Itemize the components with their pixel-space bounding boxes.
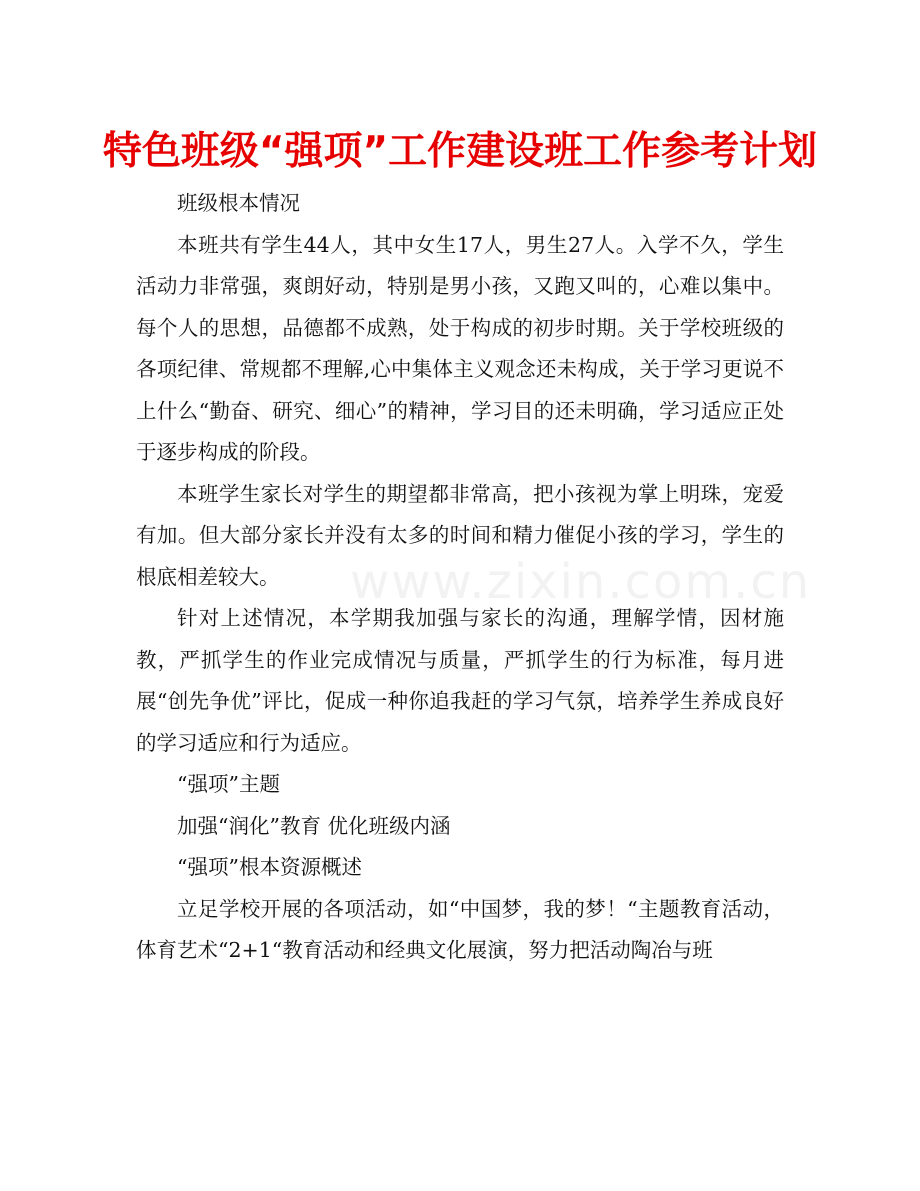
paragraph-class-overview: 本班共有学生44人，其中女生17人，男生27人。入学不久，学生活动力非常强，爽朗好动，特别是男小孩，又跑又叫的，心难以集中。每个人的思想，品德都不成熟，处于构成的初步时期。关于学校班级的各项纪律、常规都不理解,心中集体主义观念还未构成，关于学习更说不上什么“勤奋、研究、细心”的精神，学习目的还未明确，学习适应正处于逐步构成的阶段。 bbox=[136, 232, 784, 464]
theme-statement: 加强“润化”教育 优化班级内涵 bbox=[177, 813, 451, 838]
paragraph-resources: 立足学校开展的各项活动，如“中国梦，我的梦！“主题教育活动，体育艺术“2+1“教育活动和经典文化展演，努力把活动陶冶与班 bbox=[136, 896, 784, 962]
paragraph-parents-expectations: 本班学生家长对学生的期望都非常高，把小孩视为掌上明珠，宠爱有加。但大部分家长并没有太多的时间和精力催促小孩的学习，学生的根底相差较大。 bbox=[136, 481, 784, 589]
paragraph-measures: 针对上述情况，本学期我加强与家长的沟通，理解学情，因材施教，严抓学生的作业完成情况与质量，严抓学生的行为标准，每月进展“创先争优”评比，促成一种你追我赶的学习气氛，培养学生养成良好的学习适应和行为适应。 bbox=[136, 606, 784, 755]
document-body bbox=[136, 183, 784, 972]
document-title: 特色班级“强项”工作建设班工作参考计划 bbox=[102, 129, 818, 174]
watermark-text: www.zixin.com.cn bbox=[350, 554, 812, 610]
section-heading-class-situation: 班级根本情况 bbox=[177, 191, 300, 215]
section-heading-strength-theme: “强项”主题 bbox=[177, 772, 280, 796]
section-heading-resources: “强项”根本资源概述 bbox=[177, 855, 362, 879]
